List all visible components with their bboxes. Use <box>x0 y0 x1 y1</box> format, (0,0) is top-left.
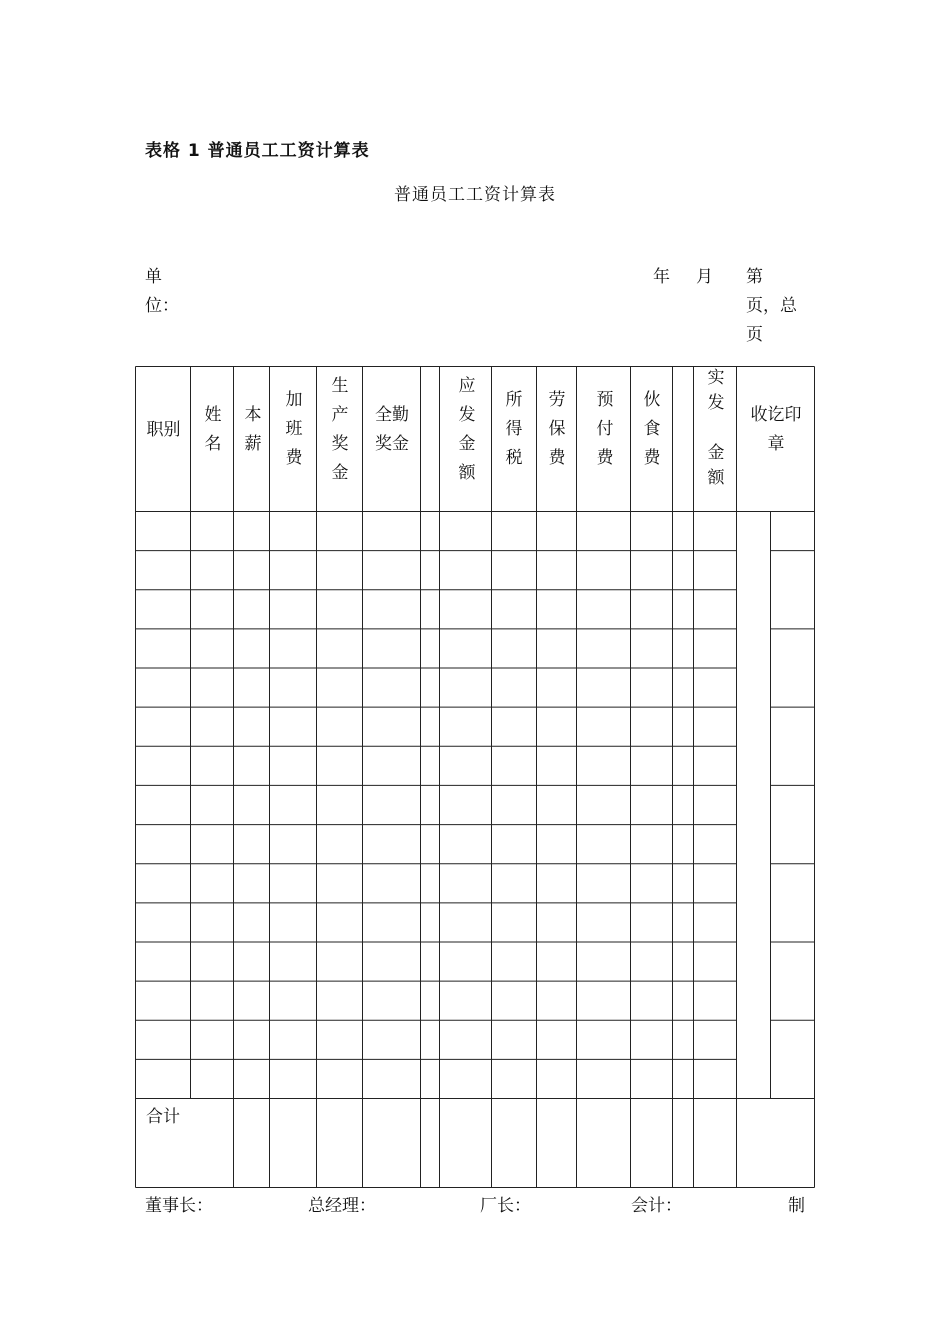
form-title: 普通员工工资计算表 <box>394 185 556 205</box>
footer-accountant: 会计： <box>631 1196 682 1216</box>
col-header-insurance: 劳 保 费 <box>548 390 566 468</box>
col-header-attendance-bonus: 全勤 奖金 <box>375 405 409 454</box>
col-header-receipt-seal: 收讫印 章 <box>750 405 802 454</box>
col-header-meal: 伙 食 费 <box>643 390 661 468</box>
col-header-base-salary: 本 薪 <box>244 405 262 454</box>
page-label: 第 页，总 页 <box>746 267 797 345</box>
col-header-prepaid: 预 付 费 <box>596 390 614 468</box>
table-caption: 表格 1 普通员工工资计算表 <box>145 141 370 161</box>
col-header-net-pay: 实 发 金 额 <box>707 368 725 488</box>
col-header-overtime: 加 班 费 <box>285 390 303 468</box>
unit-label-text: 单 位： <box>145 267 179 316</box>
col-header-income-tax: 所 得 税 <box>505 390 523 468</box>
col-header-production-bonus: 生 产 奖 金 <box>331 376 349 483</box>
year-label: 年 <box>653 267 670 287</box>
footer-preparer: 制 <box>788 1196 805 1216</box>
col-header-position: 职别 <box>146 420 181 440</box>
footer-general-manager: 总经理： <box>308 1196 376 1216</box>
col-header-name: 姓 名 <box>204 405 222 454</box>
footer-factory-director: 厂长： <box>480 1196 531 1216</box>
total-row-label: 合计 <box>146 1107 180 1127</box>
month-label: 月 <box>696 267 713 287</box>
footer-chairman: 董事长： <box>145 1196 213 1216</box>
col-header-gross-pay: 应 发 金 额 <box>458 376 476 483</box>
